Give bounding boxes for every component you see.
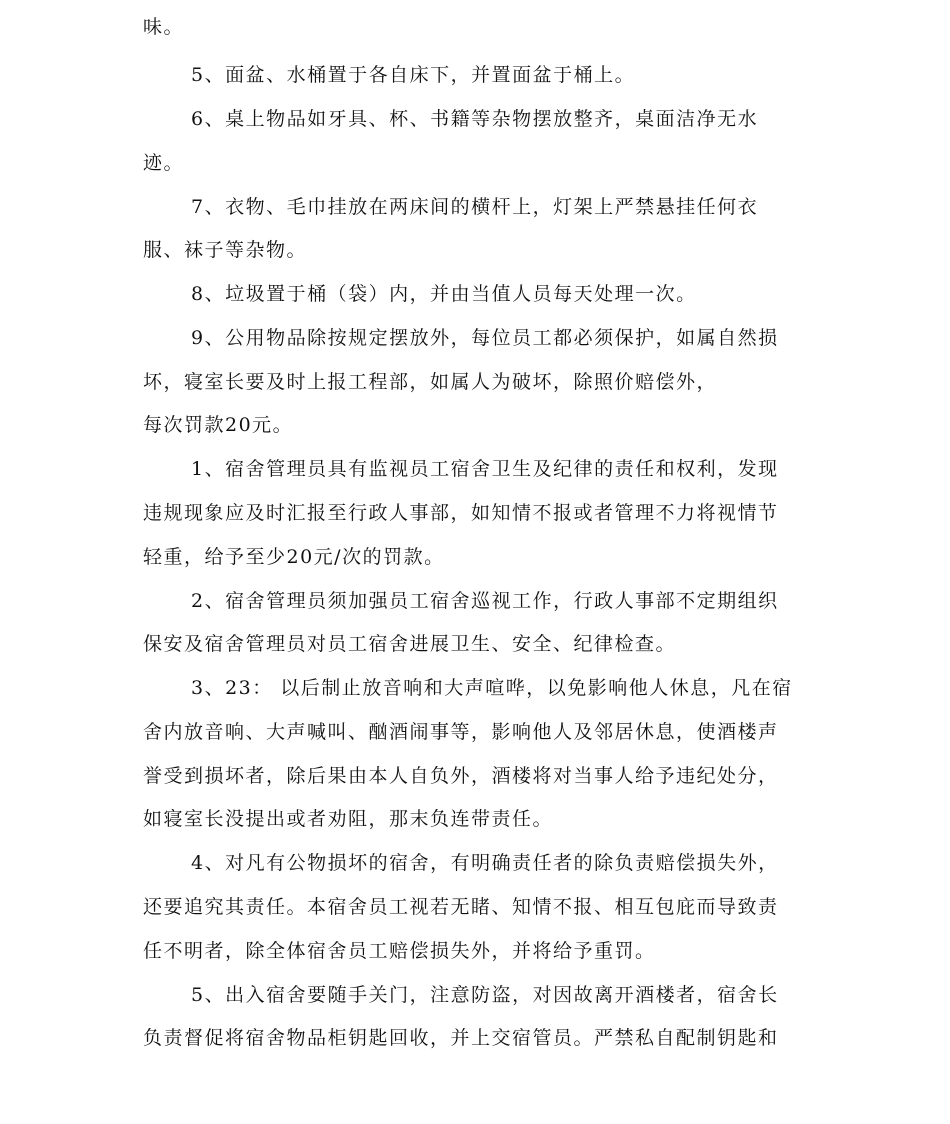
text-line: 7、衣物、毛巾挂放在两床间的横杆上，灯架上严禁悬挂任何衣 bbox=[191, 196, 759, 218]
text-line: 4、对凡有公物损坏的宿舍，有明确责任者的除负责赔偿损失外， bbox=[191, 852, 779, 874]
text-line: 5、出入宿舍要随手关门，注意防盗，对因故离开酒楼者，宿舍长 bbox=[191, 984, 779, 1006]
text-line: 9、公用物品除按规定摆放外，每位员工都必须保护，如属自然损 bbox=[191, 327, 779, 349]
text-line: 6、桌上物品如牙具、杯、书籍等杂物摆放整齐，桌面洁净无水 bbox=[191, 108, 759, 130]
text-line: 1、宿舍管理员具有监视员工宿舍卫生及纪律的责任和权利，发现 bbox=[191, 458, 779, 480]
text-line: 每次罚款20元。 bbox=[143, 414, 294, 436]
text-line: 如寝室长没提出或者劝阻，那末负连带责任。 bbox=[143, 808, 554, 830]
text-line: 舍内放音响、大声喊叫、酗酒闹事等，影响他人及邻居休息，使酒楼声 bbox=[143, 721, 779, 743]
text-line: 3、23： 以后制止放音响和大声喧哗，以免影响他人休息，凡在宿 bbox=[191, 677, 793, 699]
text-line: 还要追究其责任。本宿舍员工视若无睹、知情不报、相互包庇而导致责 bbox=[143, 896, 779, 918]
text-line: 负责督促将宿舍物品柜钥匙回收，并上交宿管员。严禁私自配制钥匙和 bbox=[143, 1027, 779, 1049]
text-line: 5、面盆、水桶置于各自床下，并置面盆于桶上。 bbox=[191, 64, 636, 86]
text-line: 迹。 bbox=[143, 152, 185, 174]
text-line: 违规现象应及时汇报至行政人事部，如知情不报或者管理不力将视情节 bbox=[143, 502, 779, 524]
text-line: 任不明者，除全体宿舍员工赔偿损失外，并将给予重罚。 bbox=[143, 940, 656, 962]
text-line: 轻重，给予至少20元/次的罚款。 bbox=[143, 546, 445, 568]
text-line: 誉受到损坏者，除后果由本人自负外，酒楼将对当事人给予违纪处分， bbox=[143, 765, 779, 787]
text-line: 2、宿舍管理员须加强员工宿舍巡视工作，行政人事部不定期组织 bbox=[191, 590, 779, 612]
text-line: 坏，寝室长要及时上报工程部，如属人为破坏，除照价赔偿外， bbox=[143, 371, 718, 393]
text-line: 味。 bbox=[143, 16, 185, 38]
text-line: 8、垃圾置于桶（袋）内，并由当值人员每天处理一次。 bbox=[191, 283, 697, 305]
text-line: 服、袜子等杂物。 bbox=[143, 239, 308, 261]
text-line: 保安及宿舍管理员对员工宿舍进展卫生、安全、纪律检查。 bbox=[143, 633, 677, 655]
